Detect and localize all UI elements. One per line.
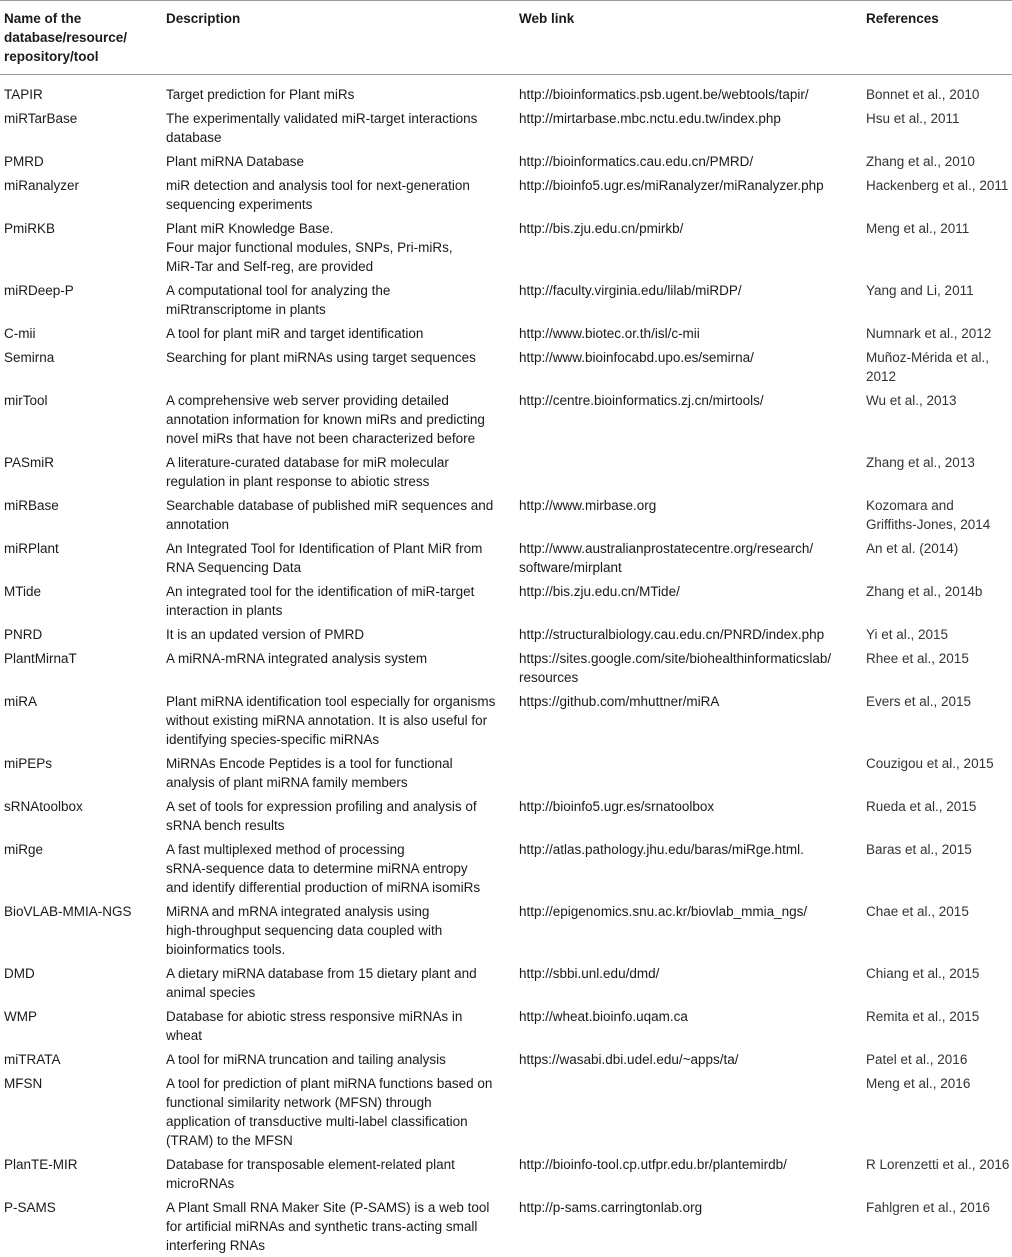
tool-description (166, 961, 519, 1004)
tool-description-line: Database for abiotic stress responsive miRNAs in (166, 1007, 515, 1026)
tool-description-line: MiRNA and mRNA integrated analysis using (166, 902, 515, 921)
tool-web-link-line[interactable]: https://wasabi.dbi.udel.edu/~apps/ta/ (519, 1050, 862, 1069)
tool-web-link (519, 1195, 866, 1257)
tool-description (166, 149, 519, 173)
tool-description-line: sRNA-sequence data to determine miRNA entropy (166, 859, 515, 878)
tool-name: miRTarBase (0, 106, 166, 149)
tool-description (166, 751, 519, 794)
tool-web-link-line[interactable]: http://faculty.virginia.edu/lilab/miRDP/ (519, 281, 862, 300)
tool-description-line: RNA Sequencing Data (166, 558, 515, 577)
tool-description-line: microRNAs (166, 1174, 515, 1193)
tool-web-link (519, 493, 866, 536)
tool-description-line: Plant miR Knowledge Base. (166, 219, 515, 238)
tool-web-link-line[interactable]: http://bis.zju.edu.cn/MTide/ (519, 582, 862, 601)
tool-name: WMP (0, 1004, 166, 1047)
tool-name: PlantMirnaT (0, 646, 166, 689)
tool-name: miRA (0, 689, 166, 751)
tool-reference (866, 1004, 1012, 1047)
tool-description-line: annotation (166, 515, 515, 534)
tool-reference (866, 321, 1012, 345)
tool-web-link-line[interactable]: http://atlas.pathology.jhu.edu/baras/miRge.html. (519, 840, 862, 859)
tool-reference (866, 75, 1012, 107)
tool-reference-line: Kozomara and (866, 496, 1008, 515)
tool-description-line: analysis of plant miRNA family members (166, 773, 515, 792)
tool-web-link-line[interactable]: http://p-sams.carringtonlab.org (519, 1198, 862, 1217)
header-web-link: Web link (519, 1, 866, 75)
table-row (0, 216, 1012, 278)
tool-description-line: A comprehensive web server providing detailed (166, 391, 515, 410)
table-row (0, 751, 1012, 794)
tool-description (166, 1071, 519, 1152)
tool-description-line: functional similarity network (MFSN) through (166, 1093, 515, 1112)
tool-web-link (519, 961, 866, 1004)
header-name-line: database/resource/ (4, 28, 162, 47)
tool-web-link-line[interactable]: http://bioinfo5.ugr.es/srnatoolbox (519, 797, 862, 816)
tool-reference-line: Chiang et al., 2015 (866, 964, 1008, 983)
tool-description-line: A tool for miRNA truncation and tailing analysis (166, 1050, 515, 1069)
tool-name: PNRD (0, 622, 166, 646)
tool-description-line: interaction in plants (166, 601, 515, 620)
tool-web-link-line[interactable]: http://epigenomics.snu.ac.kr/biovlab_mmia_ngs/ (519, 902, 862, 921)
tool-reference-line: Numnark et al., 2012 (866, 324, 1008, 343)
tool-reference (866, 149, 1012, 173)
table-row (0, 345, 1012, 388)
tool-reference (866, 450, 1012, 493)
tool-reference-line: Griffiths-Jones, 2014 (866, 515, 1008, 534)
tool-reference (866, 345, 1012, 388)
header-references: References (866, 1, 1012, 75)
table-row (0, 961, 1012, 1004)
tool-reference (866, 493, 1012, 536)
header-row (0, 1, 1012, 75)
tool-description (166, 579, 519, 622)
tool-web-link (519, 646, 866, 689)
tool-web-link (519, 1004, 866, 1047)
tool-reference-line: Chae et al., 2015 (866, 902, 1008, 921)
tool-reference-line: Fahlgren et al., 2016 (866, 1198, 1008, 1217)
tool-reference-line: Rueda et al., 2015 (866, 797, 1008, 816)
tool-reference-line: Yi et al., 2015 (866, 625, 1008, 644)
tool-web-link (519, 216, 866, 278)
tool-reference (866, 899, 1012, 961)
table-row (0, 837, 1012, 899)
tool-description-line: and identify differential production of miRNA isomiRs (166, 878, 515, 897)
tool-description-line: bioinformatics tools. (166, 940, 515, 959)
tool-description-line: high-throughput sequencing data coupled with (166, 921, 515, 940)
tool-name: miTRATA (0, 1047, 166, 1071)
tool-reference (866, 961, 1012, 1004)
tool-web-link (519, 388, 866, 450)
tool-web-link-line[interactable]: http://www.australianprostatecentre.org/research/ (519, 539, 862, 558)
tool-reference-line: Meng et al., 2016 (866, 1074, 1008, 1093)
tool-reference (866, 1047, 1012, 1071)
tool-reference (866, 622, 1012, 646)
tool-description-line: novel miRs that have not been characterized before (166, 429, 515, 448)
tool-description (166, 75, 519, 107)
table-row (0, 1152, 1012, 1195)
tool-name: MFSN (0, 1071, 166, 1152)
table-row (0, 1071, 1012, 1152)
tool-reference-line: An et al. (2014) (866, 539, 1008, 558)
tool-web-link (519, 75, 866, 107)
table-row (0, 321, 1012, 345)
tool-web-link-line[interactable]: resources (519, 668, 862, 687)
tool-reference-line: Couzigou et al., 2015 (866, 754, 1008, 773)
tool-reference-line: Rhee et al., 2015 (866, 649, 1008, 668)
tool-description-line: It is an updated version of PMRD (166, 625, 515, 644)
tool-description (166, 899, 519, 961)
tool-description-line: (TRAM) to the MFSN (166, 1131, 515, 1150)
table-row (0, 1004, 1012, 1047)
tool-web-link-line[interactable]: http://bioinfo5.ugr.es/miRanalyzer/miRanalyzer.php (519, 176, 862, 195)
tool-description (166, 450, 519, 493)
tool-description (166, 794, 519, 837)
table-row (0, 622, 1012, 646)
tool-web-link (519, 794, 866, 837)
tool-description-line: Plant miRNA Database (166, 152, 515, 171)
tool-description (166, 689, 519, 751)
tool-description-line: regulation in plant response to abiotic stress (166, 472, 515, 491)
tool-web-link-line[interactable]: http://www.biotec.or.th/isl/c-mii (519, 324, 862, 343)
tool-name: PmiRKB (0, 216, 166, 278)
tool-web-link-line[interactable]: http://bioinformatics.psb.ugent.be/webtools/tapir/ (519, 85, 862, 104)
tool-description-line: A miRNA-mRNA integrated analysis system (166, 649, 515, 668)
tool-reference-line: Zhang et al., 2013 (866, 453, 1008, 472)
tool-description-line: A tool for prediction of plant miRNA functions based on (166, 1074, 515, 1093)
tool-name: miRDeep-P (0, 278, 166, 321)
tool-web-link-line[interactable]: https://sites.google.com/site/biohealthinformaticslab/ (519, 649, 862, 668)
table-row (0, 1195, 1012, 1257)
tool-web-link-line[interactable]: http://sbbi.unl.edu/dmd/ (519, 964, 862, 983)
table-header (0, 1, 1012, 75)
table-row (0, 579, 1012, 622)
tool-reference-line: Yang and Li, 2011 (866, 281, 1008, 300)
tool-name: BioVLAB-MMIA-NGS (0, 899, 166, 961)
tool-description (166, 173, 519, 216)
tool-web-link-line[interactable]: https://github.com/mhuttner/miRA (519, 692, 862, 711)
tool-web-link (519, 622, 866, 646)
tool-description (166, 1004, 519, 1047)
tool-description (166, 536, 519, 579)
tool-description (166, 622, 519, 646)
tool-web-link (519, 837, 866, 899)
tool-description-line: An Integrated Tool for Identification of Plant MiR from (166, 539, 515, 558)
tool-description-line: Four major functional modules, SNPs, Pri-miRs, (166, 238, 515, 257)
tool-reference-line: Wu et al., 2013 (866, 391, 1008, 410)
tool-name: PlanTE-MIR (0, 1152, 166, 1195)
tool-reference-line: Evers et al., 2015 (866, 692, 1008, 711)
tool-description-line: sRNA bench results (166, 816, 515, 835)
table-row (0, 278, 1012, 321)
table-row (0, 173, 1012, 216)
tool-description (166, 278, 519, 321)
tool-name: P-SAMS (0, 1195, 166, 1257)
tool-name: DMD (0, 961, 166, 1004)
tool-name: Semirna (0, 345, 166, 388)
tool-reference-line: Hsu et al., 2011 (866, 109, 1008, 128)
tool-reference (866, 388, 1012, 450)
table-row (0, 689, 1012, 751)
tool-reference (866, 173, 1012, 216)
tool-reference (866, 536, 1012, 579)
tool-web-link (519, 450, 866, 493)
tool-web-link-line[interactable]: http://wheat.bioinfo.uqam.ca (519, 1007, 862, 1026)
tool-name: miPEPs (0, 751, 166, 794)
tool-description-line: animal species (166, 983, 515, 1002)
tool-description (166, 1047, 519, 1071)
tool-description (166, 646, 519, 689)
tool-description-line: Searching for plant miRNAs using target sequences (166, 348, 515, 367)
tool-web-link-line[interactable]: http://www.bioinfocabd.upo.es/semirna/ (519, 348, 862, 367)
tool-web-link (519, 106, 866, 149)
table-row (0, 450, 1012, 493)
tool-web-link (519, 1071, 866, 1152)
tool-name: miRPlant (0, 536, 166, 579)
tool-description-line: Target prediction for Plant miRs (166, 85, 515, 104)
tool-reference (866, 689, 1012, 751)
tool-web-link (519, 321, 866, 345)
tool-description-line: wheat (166, 1026, 515, 1045)
tool-reference (866, 579, 1012, 622)
tool-reference-line: Bonnet et al., 2010 (866, 85, 1008, 104)
tool-description-line: annotation information for known miRs and predicting (166, 410, 515, 429)
tool-description (166, 321, 519, 345)
tool-description-line: database (166, 128, 515, 147)
tool-description-line: A literature-curated database for miR molecular (166, 453, 515, 472)
tool-web-link-line[interactable]: http://structuralbiology.cau.edu.cn/PNRD/index.php (519, 625, 862, 644)
tool-reference-line: Hackenberg et al., 2011 (866, 176, 1008, 195)
tool-description-line: A fast multiplexed method of processing (166, 840, 515, 859)
tool-web-link (519, 536, 866, 579)
tool-description-line: Plant miRNA identification tool especially for organisms (166, 692, 515, 711)
tool-reference (866, 1071, 1012, 1152)
tool-description-line: Database for transposable element-related plant (166, 1155, 515, 1174)
tool-description-line: The experimentally validated miR-target interactions (166, 109, 515, 128)
header-description: Description (166, 1, 519, 75)
tool-web-link (519, 751, 866, 794)
table-row (0, 149, 1012, 173)
tool-description-line: interfering RNAs (166, 1236, 515, 1255)
tool-web-link-line[interactable]: http://www.mirbase.org (519, 496, 862, 515)
tool-description-line: A set of tools for expression profiling and analysis of (166, 797, 515, 816)
tool-description-line: application of transductive multi-label classification (166, 1112, 515, 1131)
tool-description (166, 1195, 519, 1257)
tool-name: PASmiR (0, 450, 166, 493)
tool-web-link (519, 1152, 866, 1195)
tool-reference-line: Remita et al., 2015 (866, 1007, 1008, 1026)
tool-description-line: for artificial miRNAs and synthetic trans-acting small (166, 1217, 515, 1236)
table-row (0, 794, 1012, 837)
tool-description (166, 837, 519, 899)
tool-name: sRNAtoolbox (0, 794, 166, 837)
tool-web-link (519, 899, 866, 961)
tool-web-link (519, 278, 866, 321)
tool-name: MTide (0, 579, 166, 622)
tool-web-link (519, 689, 866, 751)
tool-description-line: An integrated tool for the identification of miR-target (166, 582, 515, 601)
header-name-line: Name of the (4, 9, 162, 28)
tool-description-line: identifying species-specific miRNAs (166, 730, 515, 749)
tool-reference-line: Zhang et al., 2014b (866, 582, 1008, 601)
tool-web-link (519, 345, 866, 388)
header-name (0, 1, 166, 75)
tool-description (166, 345, 519, 388)
tool-reference-line: R Lorenzetti et al., 2016 (866, 1155, 1008, 1174)
tool-reference-line: Zhang et al., 2010 (866, 152, 1008, 171)
tool-reference-line: 2012 (866, 367, 1008, 386)
tool-reference (866, 216, 1012, 278)
tool-name: TAPIR (0, 75, 166, 107)
tool-web-link (519, 579, 866, 622)
table-row (0, 493, 1012, 536)
tool-web-link-line[interactable]: http://bioinformatics.cau.edu.cn/PMRD/ (519, 152, 862, 171)
tool-reference (866, 837, 1012, 899)
tool-web-link (519, 173, 866, 216)
table-row (0, 1047, 1012, 1071)
tool-reference (866, 751, 1012, 794)
tool-web-link-line[interactable]: http://mirtarbase.mbc.nctu.edu.tw/index.php (519, 109, 862, 128)
tool-name: PMRD (0, 149, 166, 173)
tool-description-line: A tool for plant miR and target identification (166, 324, 515, 343)
tool-web-link-line[interactable]: software/mirplant (519, 558, 862, 577)
tool-description-line: sequencing experiments (166, 195, 515, 214)
tool-web-link-line[interactable]: http://bis.zju.edu.cn/pmirkb/ (519, 219, 862, 238)
tool-description-line: A dietary miRNA database from 15 dietary plant and (166, 964, 515, 983)
tool-description-line: MiR-Tar and Self-reg, are provided (166, 257, 515, 276)
tool-web-link (519, 149, 866, 173)
tool-web-link-line[interactable]: http://bioinfo-tool.cp.utfpr.edu.br/plantemirdb/ (519, 1155, 862, 1174)
table-row (0, 106, 1012, 149)
header-name-line: repository/tool (4, 47, 162, 66)
tool-description-line: MiRNAs Encode Peptides is a tool for functional (166, 754, 515, 773)
tool-reference (866, 794, 1012, 837)
tool-reference (866, 646, 1012, 689)
tool-name: C-mii (0, 321, 166, 345)
tool-name: miRge (0, 837, 166, 899)
table-row (0, 388, 1012, 450)
tool-reference-line: Baras et al., 2015 (866, 840, 1008, 859)
tool-reference-line: Meng et al., 2011 (866, 219, 1008, 238)
tool-description (166, 216, 519, 278)
tool-description (166, 106, 519, 149)
tool-web-link-line[interactable]: http://centre.bioinformatics.zj.cn/mirtools/ (519, 391, 862, 410)
tool-description (166, 1152, 519, 1195)
tool-description-line: without existing miRNA annotation. It is also useful for (166, 711, 515, 730)
tool-description-line: miRtranscriptome in plants (166, 300, 515, 319)
tool-name: mirTool (0, 388, 166, 450)
tool-description-line: miR detection and analysis tool for next-generation (166, 176, 515, 195)
table-row (0, 536, 1012, 579)
tool-description (166, 388, 519, 450)
tool-web-link (519, 1047, 866, 1071)
tool-reference (866, 1152, 1012, 1195)
tool-name: miRBase (0, 493, 166, 536)
tool-reference-line: Muñoz-Mérida et al., (866, 348, 1008, 367)
table-row (0, 75, 1012, 107)
tool-name: miRanalyzer (0, 173, 166, 216)
tool-reference (866, 278, 1012, 321)
tool-description-line: A computational tool for analyzing the (166, 281, 515, 300)
tool-description-line: Searchable database of published miR sequences and (166, 496, 515, 515)
table-row (0, 646, 1012, 689)
table-body (0, 75, 1012, 1257)
tool-reference (866, 106, 1012, 149)
tool-reference (866, 1195, 1012, 1257)
table-row (0, 899, 1012, 961)
tool-description (166, 493, 519, 536)
tool-reference-line: Patel et al., 2016 (866, 1050, 1008, 1069)
tool-description-line: A Plant Small RNA Maker Site (P-SAMS) is a web tool (166, 1198, 515, 1217)
